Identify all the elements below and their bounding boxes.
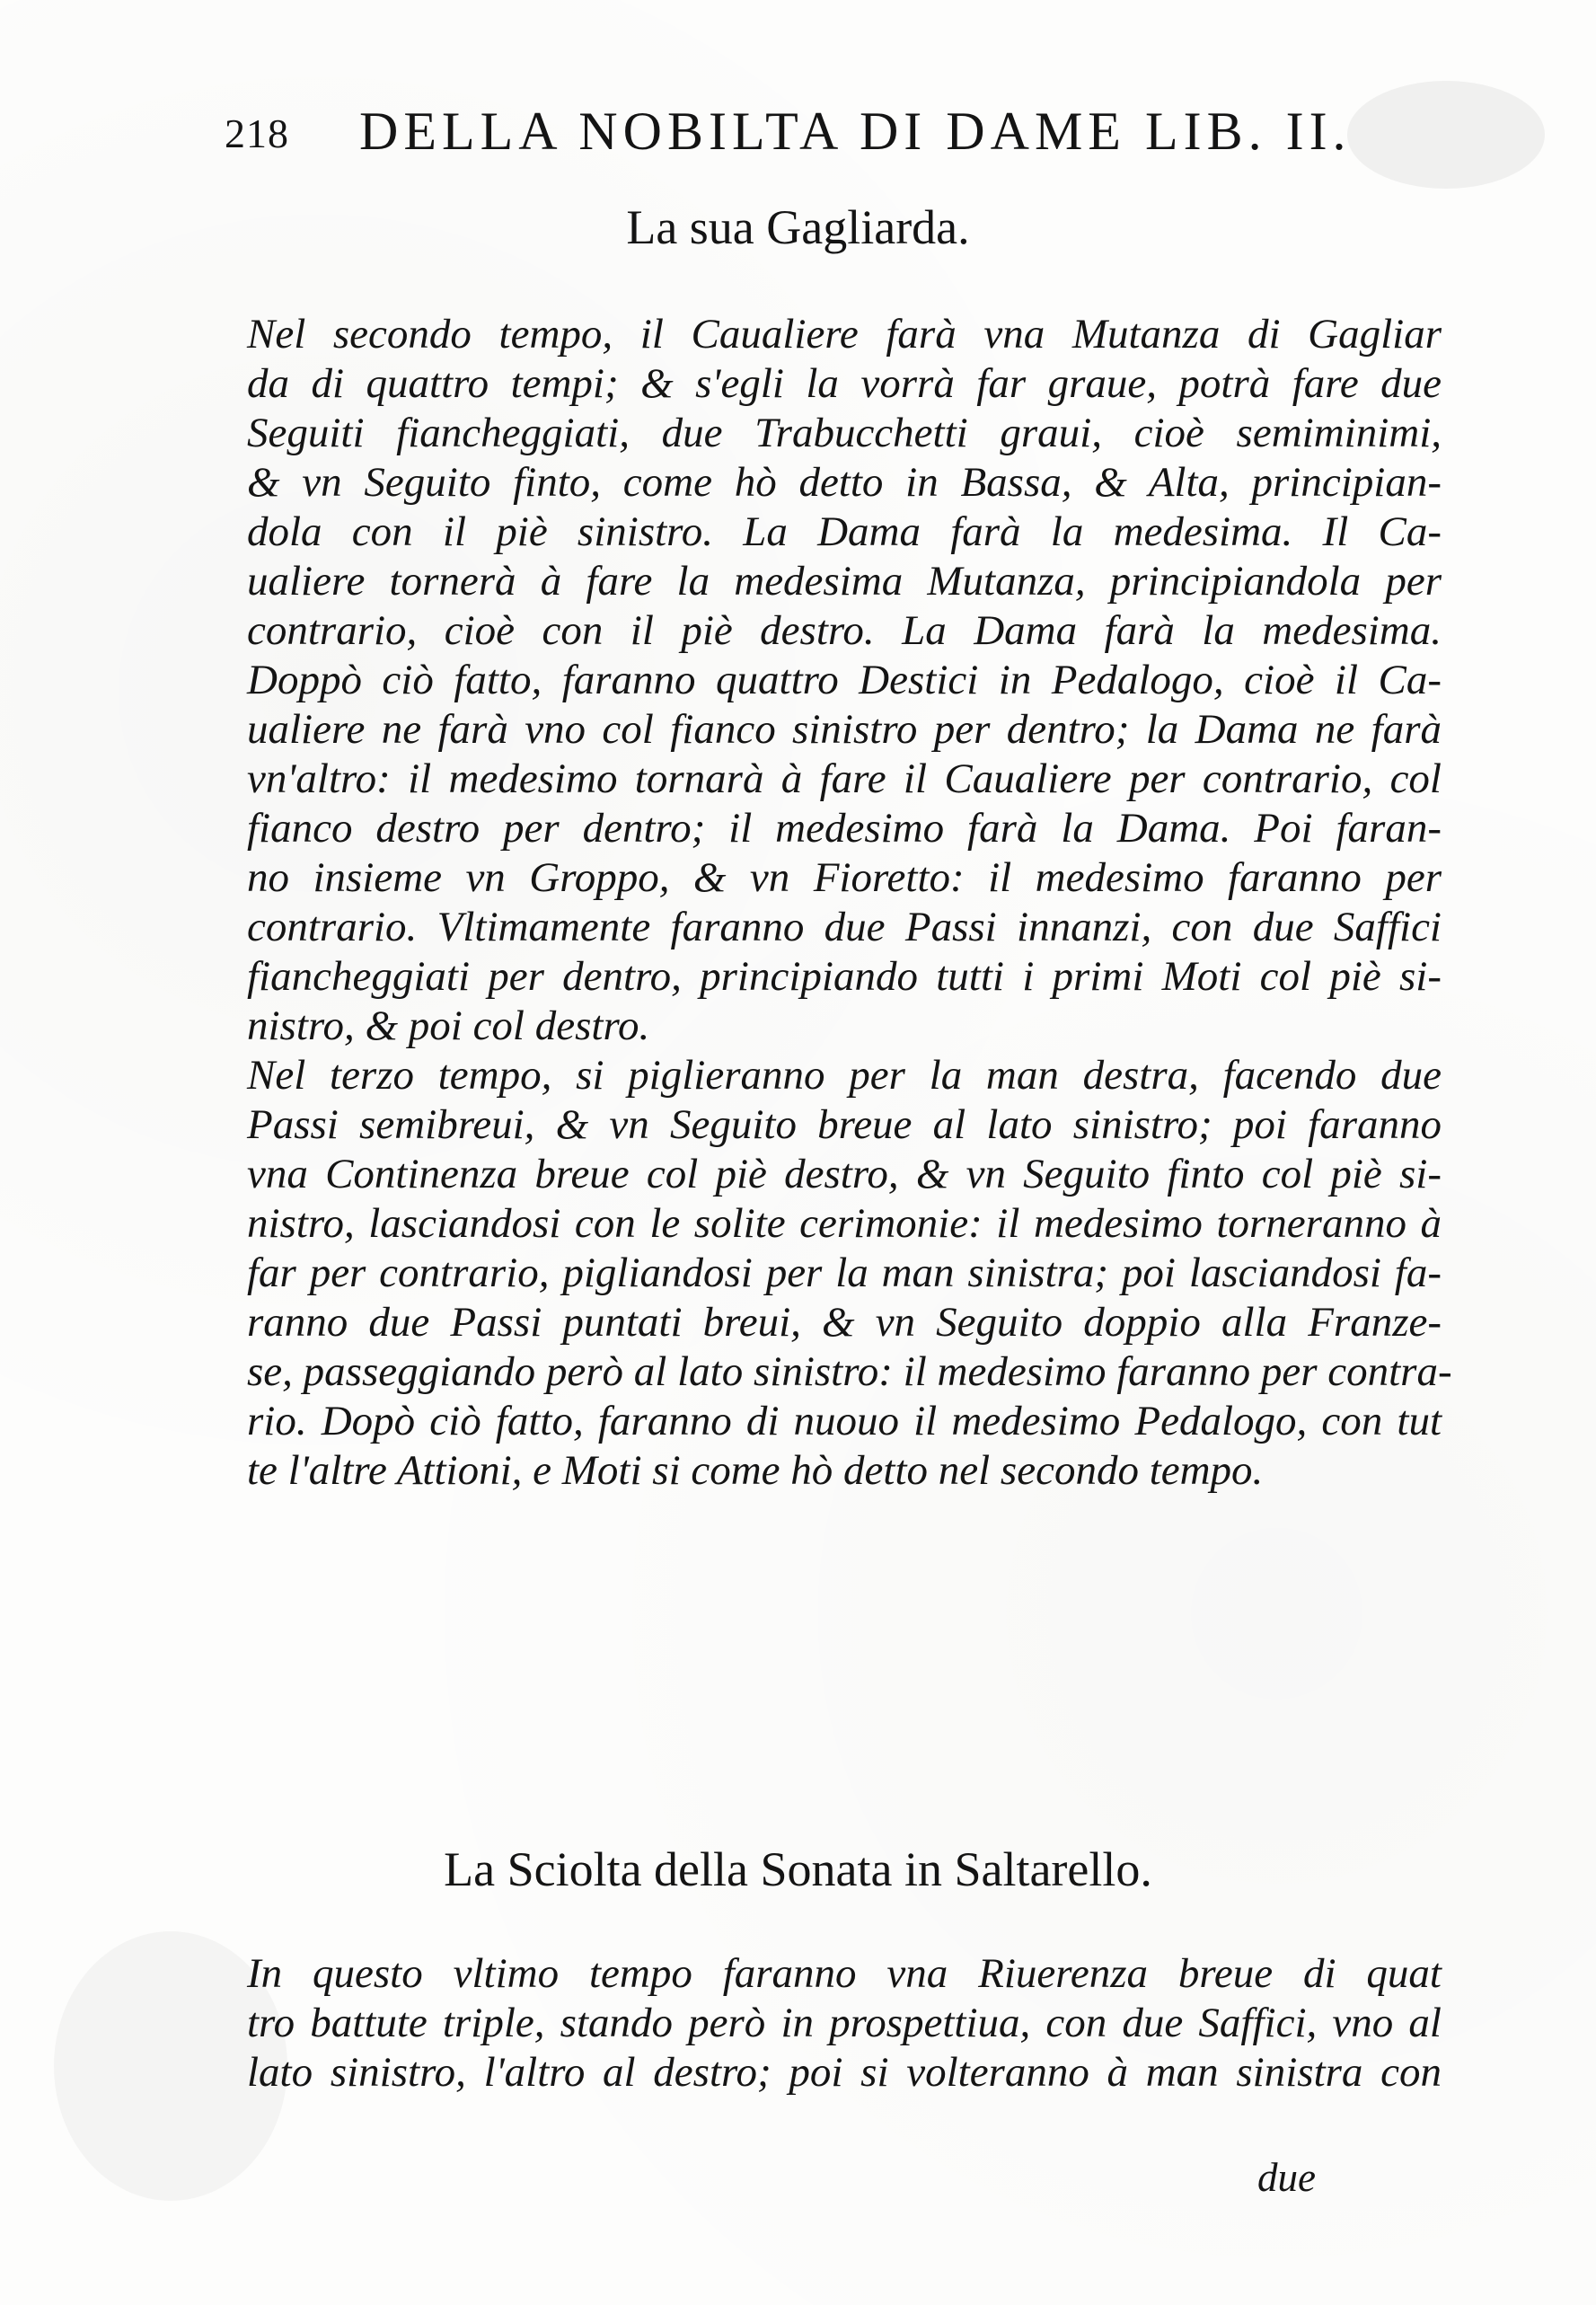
text-line: lato sinistro, l'altro al destro; poi si volteranno à man sinistra con [247,2049,1442,2096]
text-line: te l'altre Attioni, e Moti si come hò detto nel secondo tempo. [247,1447,1264,1494]
text-line: no insieme vn Groppo, & vn Fioretto: il medesimo faranno per [247,854,1442,901]
text-line: vn'altro: il medesimo tornarà à fare il Caualiere per contrario, col [247,755,1442,802]
text-line: ualiere ne farà vno col fianco sinistro per dentro; la Dama ne farà [247,706,1442,753]
running-head [225,101,1392,172]
text-line: fiancheggiati per dentro, principiando tutti i primi Moti col piè si- [247,953,1442,1000]
text-line: far per contrario, pigliandosi per la man sinistra; poi lasciandosi fa- [247,1250,1442,1296]
text-line: fianco destro per dentro; il medesimo farà la Dama. Poi faran- [247,805,1442,852]
text-line: Nel secondo tempo, il Caualiere farà vna Mutanza di Gagliar [247,311,1442,358]
text-line: se, passeggiando però al lato sinistro: il medesimo faranno per contra- [247,1348,1452,1395]
text-line: tro battute triple, stando però in prospettiua, con due Saffici, vno al [247,2000,1442,2046]
text-line: contrario, cioè con il piè destro. La Dama farà la medesima. [247,607,1442,654]
section-heading: La sua Gagliarda. [626,200,970,254]
running-title: DELLA NOBILTA DI DAME LIB. II. [359,102,1352,161]
text-line: vna Continenza breue col piè destro, & vn Seguito finto col piè si- [247,1151,1442,1197]
text-line: nistro, lasciandosi con le solite cerimonie: il medesimo torneranno à [247,1200,1442,1247]
text-line: nistro, & poi col destro. [247,1002,650,1049]
text-line: ualiere tornerà à fare la medesima Mutanza, principiandola per [247,558,1442,605]
page-number: 218 [225,110,289,156]
text-line: Passi semibreui, & vn Seguito breue al lato sinistro; poi faranno [247,1101,1442,1148]
text-line: rio. Dopò ciò fatto, faranno di nuouo il medesimo Pedalogo, con tut [247,1398,1442,1444]
text-line: & vn Seguito finto, come hò detto in Bassa, & Alta, principian- [247,459,1442,506]
text-body [247,310,1452,1496]
section-heading: La Sciolta della Sonata in Saltarello. [444,1842,1152,1896]
text-line: In questo vltimo tempo faranno vna Riuerenza breue di quat [247,1950,1442,1997]
text-line: da di quattro tempi; & s'egli la vorrà far graue, potrà fare due [247,360,1442,407]
text-line: Doppò ciò fatto, faranno quattro Destici in Pedalogo, cioè il Ca- [247,657,1442,703]
text-line: dola con il piè sinistro. La Dama farà la medesima. Il Ca- [247,508,1442,555]
catchword: due [1257,2155,1316,2200]
text-line: ranno due Passi puntati breui, & vn Seguito doppio alla Franze- [247,1299,1442,1346]
text-line: Nel terzo tempo, si piglieranno per la man destra, facendo due [247,1052,1442,1099]
text-line: contrario. Vltimamente faranno due Passi innanzi, con due Saffici [247,904,1442,950]
text-line: Seguiti fiancheggiati, due Trabucchetti graui, cioè semiminimi, [247,410,1442,456]
text-body [247,1949,1442,2097]
